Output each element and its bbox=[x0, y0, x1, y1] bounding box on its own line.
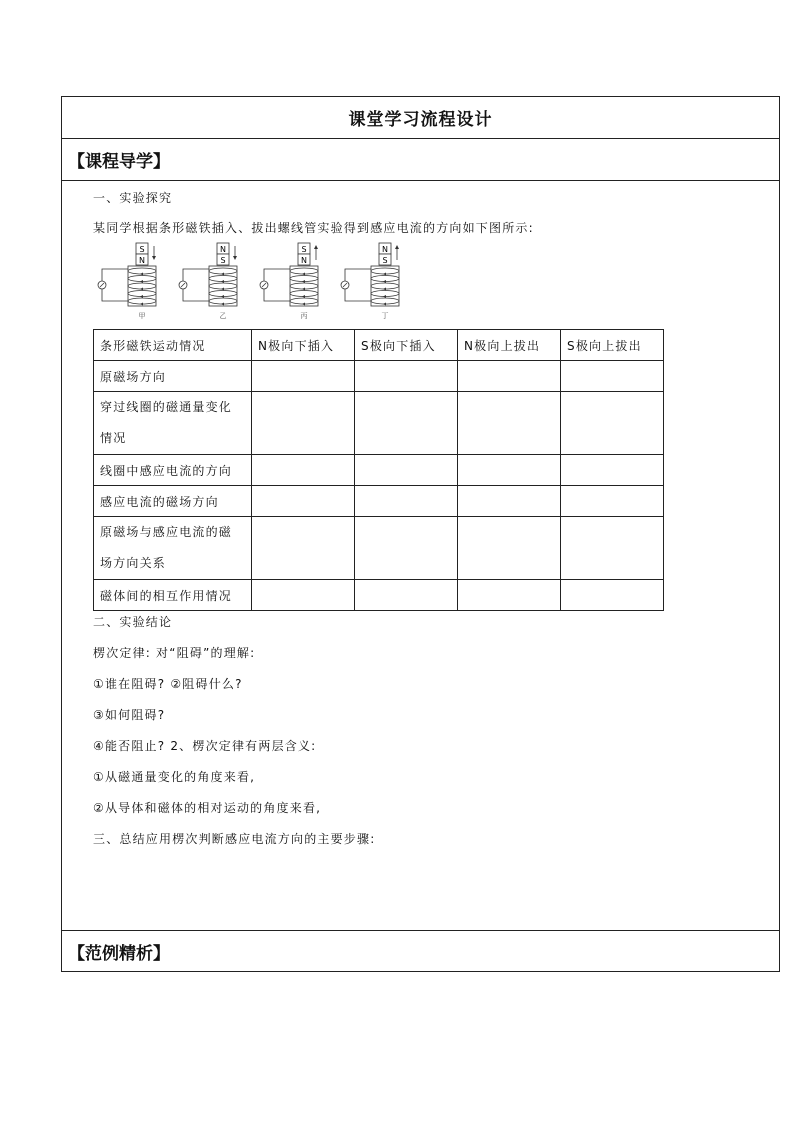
heading-conclusion: 二、实验结论 bbox=[93, 615, 173, 629]
table-header: S极向下插入 bbox=[355, 330, 458, 361]
row-label: 线圈中感应电流的方向 bbox=[94, 455, 252, 486]
magnet-pole-top: N bbox=[220, 245, 226, 254]
row-label-line: 情况 bbox=[100, 431, 127, 445]
wire bbox=[183, 269, 211, 281]
page-title: 课堂学习流程设计 bbox=[62, 97, 779, 139]
intro-text: 某同学根据条形磁铁插入、拔出螺线管实验得到感应电流的方向如下图所示: bbox=[93, 221, 534, 235]
table-cell bbox=[355, 517, 458, 580]
row-label-line: 原磁场与感应电流的磁 bbox=[100, 525, 233, 539]
section-heading-guide: 【课程导学】 bbox=[62, 139, 779, 181]
text-line: 楞次定律: 对“阻碍”的理解: bbox=[93, 646, 256, 660]
magnet-pole-bottom: N bbox=[139, 256, 145, 265]
table-cell bbox=[252, 361, 355, 392]
table-cell bbox=[355, 455, 458, 486]
table-cell bbox=[252, 455, 355, 486]
solenoid-setup bbox=[98, 243, 156, 320]
coil-body bbox=[371, 266, 399, 306]
wire bbox=[345, 269, 373, 281]
text-line: ③如何阻碍? bbox=[93, 708, 166, 722]
magnet-pole-bottom: S bbox=[382, 256, 388, 265]
text-line: ①谁在阻碍? ②阻碍什么? bbox=[93, 677, 243, 691]
row-label: 磁体间的相互作用情况 bbox=[94, 580, 252, 611]
table-header: S极向上拔出 bbox=[561, 330, 664, 361]
magnet-pole-top: S bbox=[301, 245, 307, 254]
heading-experiment: 一、实验探究 bbox=[93, 191, 173, 205]
wire bbox=[102, 269, 130, 281]
wire bbox=[264, 289, 292, 301]
wire bbox=[345, 289, 373, 301]
table-cell bbox=[561, 455, 664, 486]
row-label bbox=[94, 517, 252, 580]
row-label bbox=[94, 392, 252, 455]
magnet-pole-top: N bbox=[382, 245, 388, 254]
row-label: 原磁场方向 bbox=[94, 361, 252, 392]
magnet-pole-bottom: S bbox=[220, 256, 226, 265]
solenoid-setup bbox=[341, 243, 399, 320]
row-label-line: 穿过线圈的磁通量变化 bbox=[100, 400, 233, 414]
table-cell bbox=[355, 361, 458, 392]
table-header: 条形磁铁运动情况 bbox=[94, 330, 252, 361]
section-heading-examples: 【范例精析】 bbox=[62, 930, 779, 971]
table-cell bbox=[561, 517, 664, 580]
magnet-pole-top: S bbox=[139, 245, 145, 254]
table-cell bbox=[252, 486, 355, 517]
table-cell bbox=[355, 392, 458, 455]
table-cell bbox=[458, 392, 561, 455]
table-cell bbox=[561, 361, 664, 392]
text-line: ②从导体和磁体的相对运动的角度来看, bbox=[93, 801, 322, 815]
motion-arrow-head bbox=[314, 245, 318, 249]
row-label: 感应电流的磁场方向 bbox=[94, 486, 252, 517]
table-cell bbox=[561, 392, 664, 455]
table-cell bbox=[252, 392, 355, 455]
motion-arrow-head bbox=[152, 256, 156, 260]
coil-body bbox=[128, 266, 156, 306]
row-label-line: 场方向关系 bbox=[100, 556, 167, 570]
table-cell bbox=[458, 455, 561, 486]
table-cell bbox=[252, 517, 355, 580]
solenoid-figure bbox=[92, 242, 412, 322]
motion-arrow-head bbox=[395, 245, 399, 249]
table-cell bbox=[458, 486, 561, 517]
figure-label: 甲 bbox=[138, 312, 146, 320]
table-cell bbox=[458, 361, 561, 392]
text-line: 三、总结应用楞次判断感应电流方向的主要步骤: bbox=[93, 832, 376, 846]
coil-body bbox=[290, 266, 318, 306]
table-header: N极向上拔出 bbox=[458, 330, 561, 361]
wire bbox=[102, 289, 130, 301]
table-cell bbox=[458, 517, 561, 580]
motion-arrow-head bbox=[233, 256, 237, 260]
figure-label: 乙 bbox=[219, 312, 227, 320]
table-cell bbox=[355, 580, 458, 611]
text-line: ④能否阻止? 2、楞次定律有两层含义: bbox=[93, 739, 317, 753]
figure-label: 丙 bbox=[300, 312, 308, 320]
table-cell bbox=[561, 580, 664, 611]
table-header: N极向下插入 bbox=[252, 330, 355, 361]
table-cell bbox=[252, 580, 355, 611]
lesson-sheet bbox=[61, 96, 780, 972]
experiment-table bbox=[93, 329, 664, 611]
solenoid-setup bbox=[260, 243, 318, 320]
wire bbox=[183, 289, 211, 301]
text-line: ①从磁通量变化的角度来看, bbox=[93, 770, 256, 784]
table-cell bbox=[561, 486, 664, 517]
wire bbox=[264, 269, 292, 281]
table-cell bbox=[458, 580, 561, 611]
magnet-pole-bottom: N bbox=[301, 256, 307, 265]
solenoid-setup bbox=[179, 243, 237, 320]
figure-label: 丁 bbox=[381, 312, 389, 320]
table-cell bbox=[355, 486, 458, 517]
coil-body bbox=[209, 266, 237, 306]
